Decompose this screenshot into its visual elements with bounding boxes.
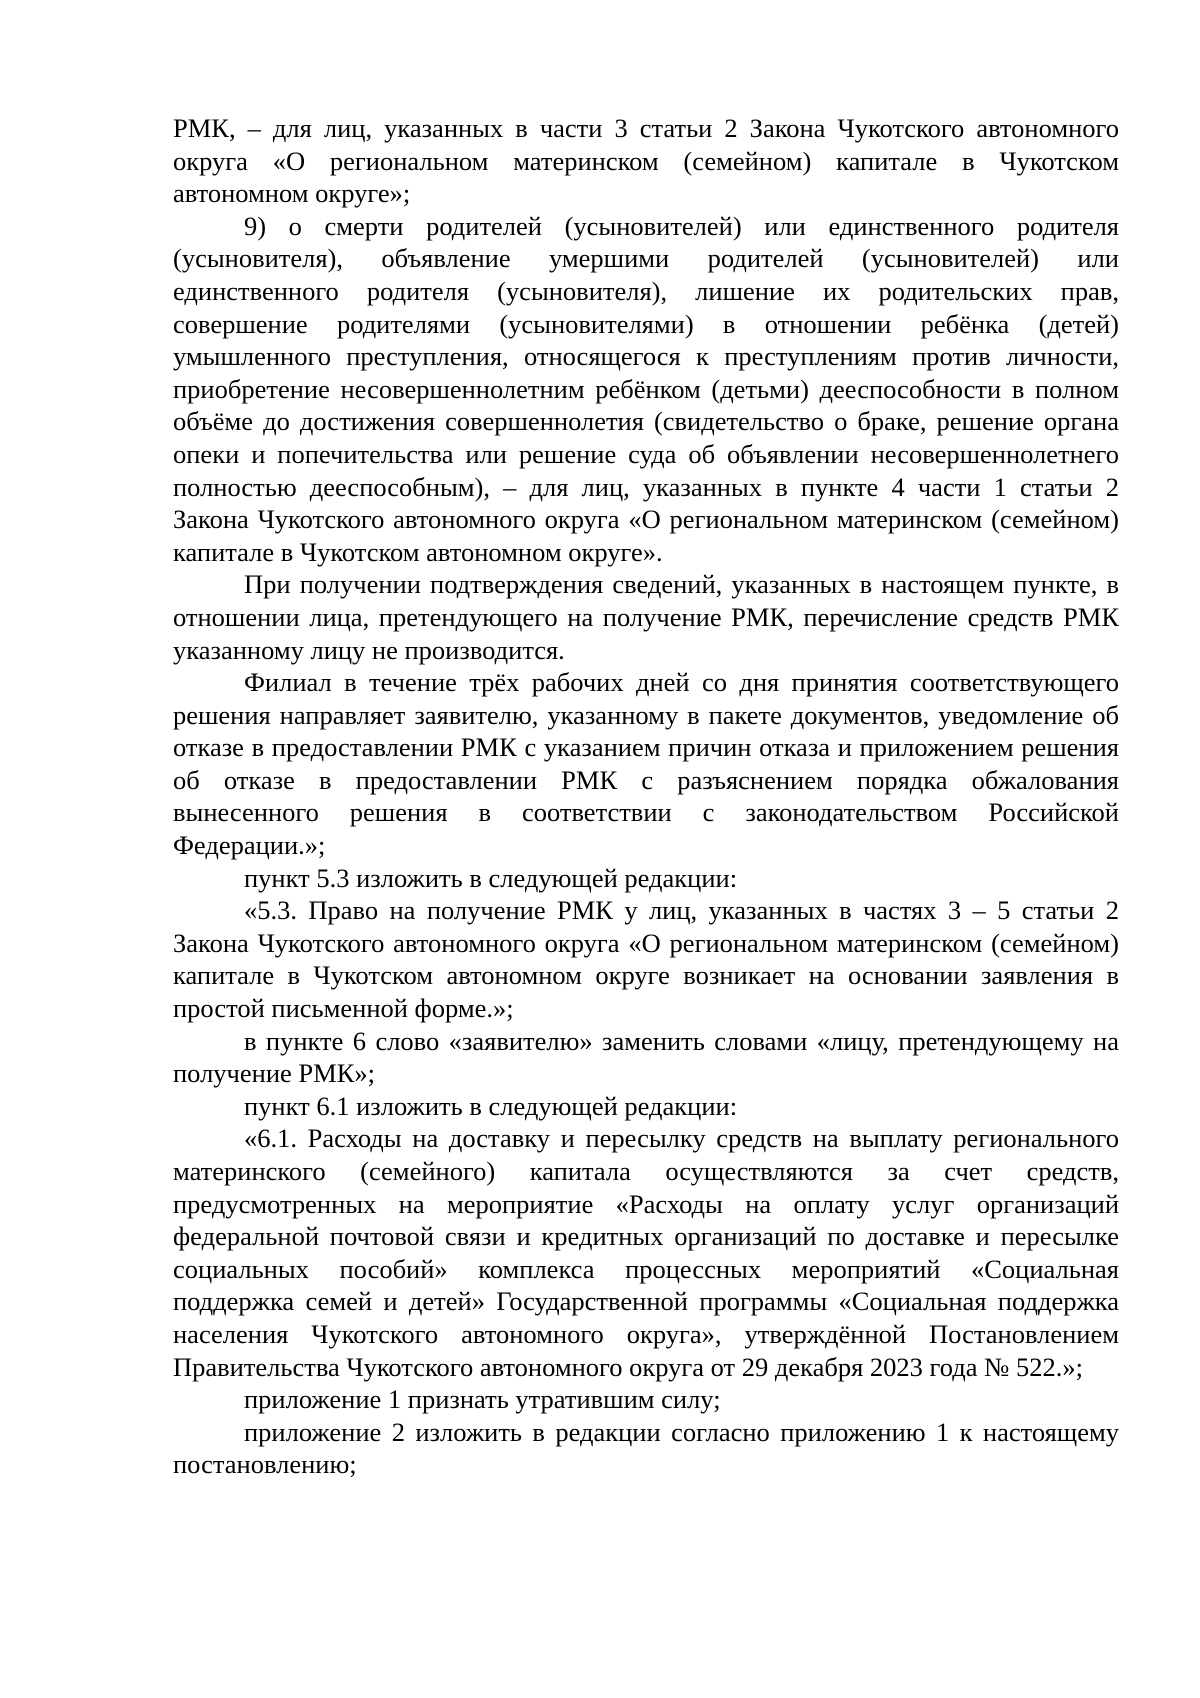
paragraph-amend-5-3: пункт 5.3 изложить в следующей редакции:	[244, 862, 738, 893]
paragraph-text-6-1: «6.1. Расходы на доставку и пересылку средств на выплату регионального материнского (семейного) капитала осуществляются за счет средств, предусмотренных на мероприятие «Расходы на оплату услуг организаций федеральной почтовой связи и кредитных организаций по доставке и пересылке социальных пособий» комплекса процессных мероприятий «Социальная поддержка семей и детей» Государственной программы «Социальная поддержка населения Чукотского автономного округа», утверждённой Постановлением Правительства Чукотского автономного округа от 29 декабря 2023 года № 522.»;	[173, 1123, 1119, 1382]
paragraph-amend-6: в пункте 6 слово «заявителю» заменить словами «лицу, претендующему на получение РМК»;	[173, 1025, 1119, 1089]
paragraph-item-9: 9) о смерти родителей (усыновителей) или единственного родителя (усыновителя), объявление умершими родителей (усыновителей) или единственного родителя (усыновителя), лишение их родительских прав, совершение родителями (усыновителями) в отношении ребёнка (детей) умышленного преступления, относящегося к преступлениям против личности, приобретение несовершеннолетним ребёнком (детьми) дееспособности в полном объёме до достижения совершеннолетия (свидетельство о браке, решение органа опеки и попечительства или решение суда об объявлении несовершеннолетнего полностью дееспособным), – для лиц, указанных в пункте 4 части 1 статьи 2 Закона Чукотского автономного округа «О региональном материнском (семейном) капитале в Чукотском автономном округе».	[173, 210, 1119, 567]
paragraph-text-5-3: «5.3. Право на получение РМК у лиц, указанных в частях 3 – 5 статьи 2 Закона Чукотского автономного округа «О региональном материнском (семейном) капитале в Чукотском автономном округе возникает на основании заявления в простой письменной форме.»;	[173, 895, 1119, 1024]
document-page	[173, 112, 1119, 1481]
paragraph-continuation: РМК, – для лиц, указанных в части 3 статьи 2 Закона Чукотского автономного округа «О региональном материнском (семейном) капитале в Чукотском автономном округе»;	[173, 113, 1119, 209]
paragraph-appendix-1: приложение 1 признать утратившим силу;	[244, 1384, 721, 1415]
paragraph-branch-notice: Филиал в течение трёх рабочих дней со дня принятия соответствующего решения направляет заявителю, указанному в пакете документов, уведомление об отказе в предоставлении РМК с указанием причин отказа и приложением решения об отказе в предоставлении РМК с разъяснением порядка обжалования вынесенного решения в соответствии с законодательством Российской Федерации.»;	[173, 667, 1119, 861]
paragraph-appendix-2: приложение 2 изложить в редакции согласно приложению 1 к настоящему постановлению;	[173, 1416, 1119, 1480]
paragraph-confirmation: При получении подтверждения сведений, указанных в настоящем пункте, в отношении лица, претендующего на получение РМК, перечисление средств РМК указанному лицу не производится.	[173, 569, 1119, 665]
paragraph-amend-6-1: пункт 6.1 изложить в следующей редакции:	[244, 1090, 738, 1121]
